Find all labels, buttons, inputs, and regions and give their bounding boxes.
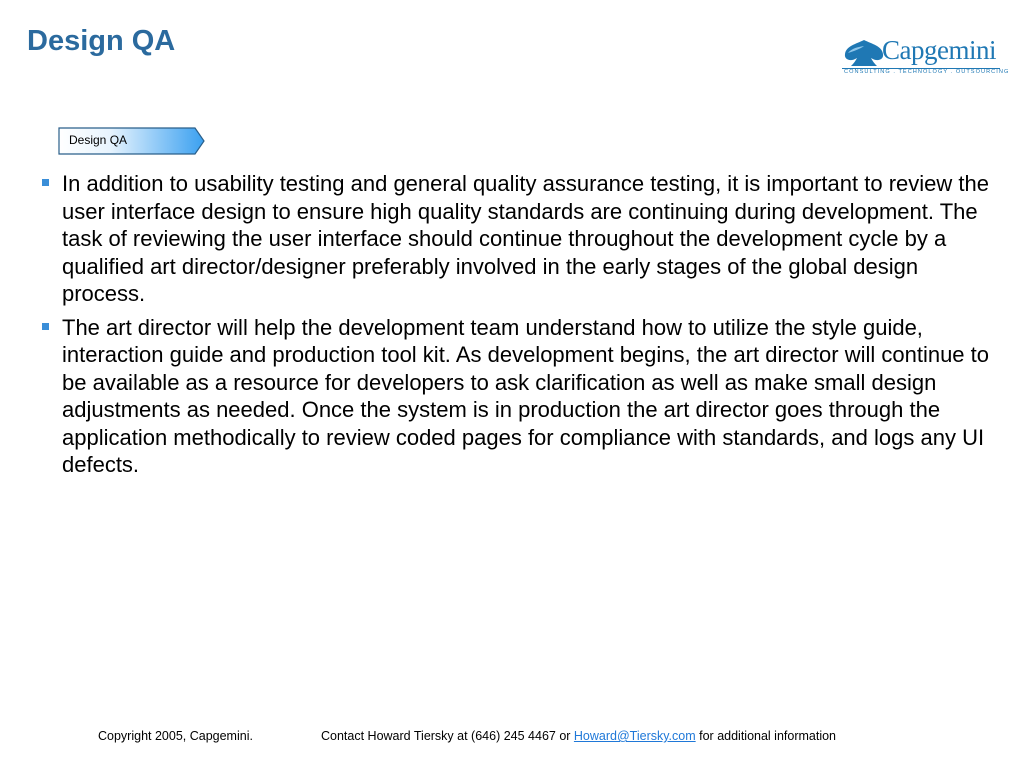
- footer-contact-suffix: for additional information: [695, 729, 837, 743]
- bullet-text: In addition to usability testing and general quality assurance testing, it is important to review the user interface design to ensure high quality standards are continuing during development. The task of reviewing the user interface should continue throughout the development cycle by a qualified art director/designer preferably involved in the early stages of the global design process.: [62, 171, 989, 306]
- email-link[interactable]: Howard@Tiersky.com: [573, 729, 696, 743]
- logo-tagline: CONSULTING . TECHNOLOGY . OUTSOURCING: [844, 69, 1010, 75]
- square-bullet-icon: [42, 179, 49, 186]
- footer-contact-prefix: Contact Howard Tiersky at (646) 245 4467 or: [321, 729, 574, 743]
- footer-copyright: Copyright 2005, Capgemini.: [98, 729, 253, 743]
- section-tab: [58, 127, 206, 155]
- logo-wordmark: Capgemini: [882, 35, 996, 65]
- square-bullet-icon: [42, 323, 49, 330]
- tab-label: Design QA: [69, 133, 128, 147]
- bullet-item: [40, 314, 990, 479]
- capgemini-logo: [842, 34, 1010, 82]
- spade-logo-icon: [842, 38, 886, 68]
- slide-body: [40, 170, 990, 485]
- slide-title: Design QA: [27, 25, 176, 57]
- bullet-list: [40, 170, 990, 479]
- bullet-text: The art director will help the development team understand how to utilize the style guide, interaction guide and production tool kit. As development begins, the art director will continue to be available as a resource for developers to ask clarification as well as make small design adjustments as needed. Once the system is in production the art director goes through the application methodically to review coded pages for compliance with standards, and logs any UI defects.: [62, 314, 989, 477]
- bullet-item: [40, 170, 990, 308]
- footer-contact: [321, 729, 836, 744]
